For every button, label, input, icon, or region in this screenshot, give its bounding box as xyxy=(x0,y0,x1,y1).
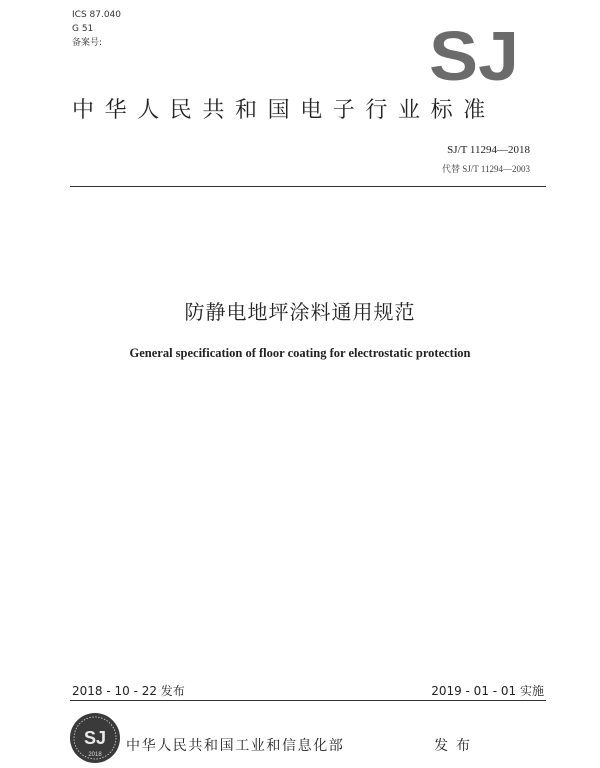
sj-logo-text: SJ xyxy=(429,24,519,86)
replaces-code: 代替 SJ/T 11294—2003 xyxy=(441,164,530,174)
document-title-english: General specification of floor coating for electrostatic protection xyxy=(129,346,471,360)
issuing-authority: 中华人民共和国工业和信息化部 xyxy=(126,738,345,754)
sj-logo xyxy=(428,24,520,86)
issue-date: 2018 - 10 - 22 发布 xyxy=(72,684,185,698)
header-title: 中华人民共和国电子行业标准 xyxy=(72,98,496,123)
effective-date: 2019 - 01 - 01 实施 xyxy=(431,684,544,698)
seal-text: SJ xyxy=(83,728,107,748)
standard-code: SJ/T 11294—2018 xyxy=(447,144,530,156)
document-title-chinese: 防静电地坪涂料通用规范 xyxy=(184,300,416,324)
header-divider xyxy=(70,186,546,187)
record-number-label: 备案号: xyxy=(72,38,103,48)
seal-year: 2018 xyxy=(88,752,102,758)
sj-seal-icon xyxy=(69,712,121,764)
footer-divider xyxy=(70,700,546,701)
publish-label: 发布 xyxy=(434,738,478,754)
ics-code: ICS 87.040 xyxy=(72,10,122,20)
classification-code: G 51 xyxy=(72,24,94,34)
